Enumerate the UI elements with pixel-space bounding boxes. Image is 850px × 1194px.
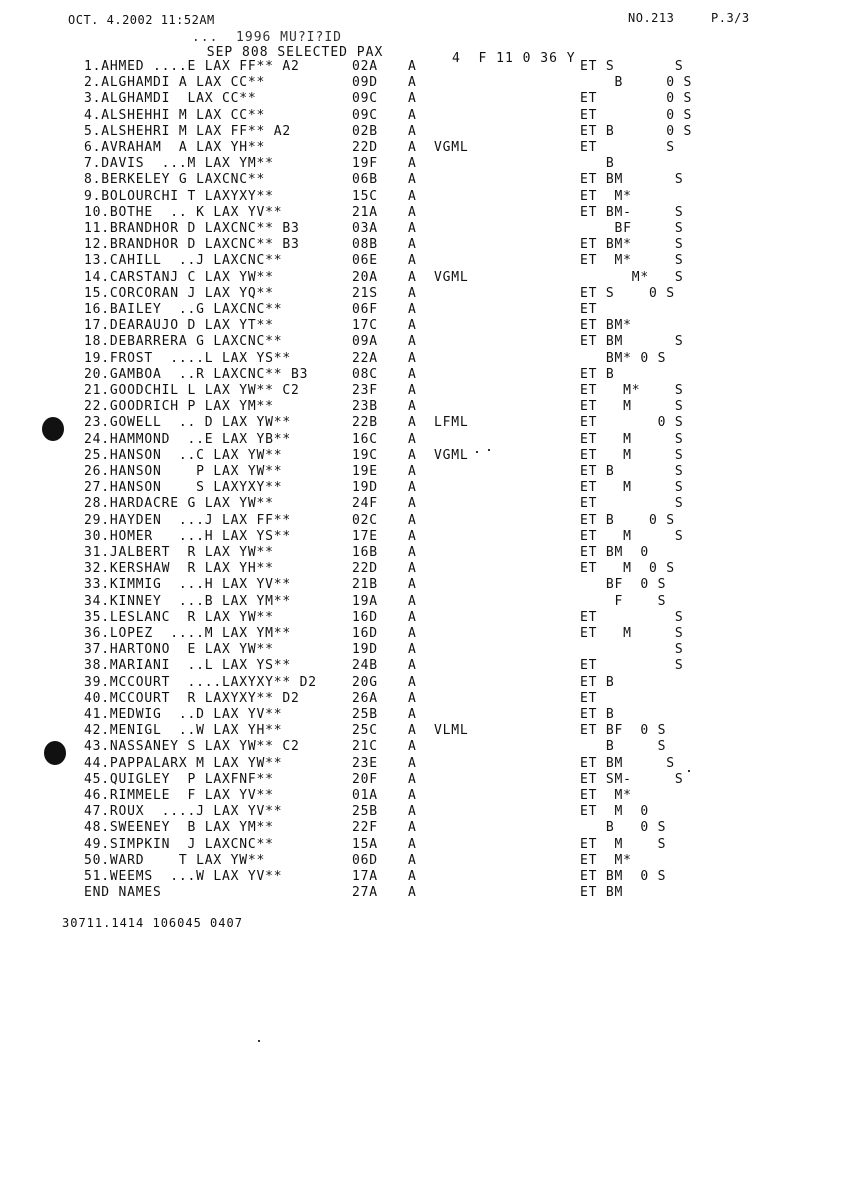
passenger-row (0, 545, 850, 561)
passenger-entry: 30.HOMER ...H LAX YS** (84, 528, 292, 544)
status-flag: A (408, 253, 417, 269)
passenger-entry: 15.CORCORAN J LAX YQ** (84, 285, 274, 301)
seat-number: 23B (352, 399, 378, 415)
service-codes: ET 0 S (580, 415, 684, 431)
fax-timestamp: OCT. 4.2002 11:52AM (68, 13, 215, 27)
seat-number: 25B (352, 707, 378, 722)
passenger-entry: 47.ROUX ....J LAX YV** (84, 804, 283, 820)
service-codes: B (580, 156, 615, 172)
status-flag: A (408, 674, 417, 690)
status-flag: A (408, 512, 417, 528)
seat-number: 22B (352, 415, 378, 431)
seat-number: 09C (352, 91, 378, 107)
passenger-row (0, 772, 850, 788)
passenger-row (0, 172, 850, 188)
status-flag: A (408, 723, 417, 739)
seat-number: 16D (352, 626, 378, 641)
passenger-entry: 7.DAVIS ...M LAX YM** (84, 156, 274, 172)
passenger-entry: 24.HAMMOND ..E LAX YB** (84, 431, 292, 447)
passenger-row (0, 513, 850, 529)
seat-number: 21A (352, 204, 378, 220)
passenger-entry: 49.SIMPKIN J LAXCNC** (84, 836, 274, 852)
status-flag: A (408, 302, 417, 317)
passenger-entry: 10.BOTHE .. K LAX YV** (84, 204, 283, 220)
seat-number: 16D (352, 609, 378, 625)
passenger-entry: 18.DEBARRERA G LAXCNC** (84, 334, 283, 350)
fax-page-number: P.3/3 (711, 11, 750, 25)
passenger-entry: 42.MENIGL ..W LAX YH** (84, 723, 283, 739)
service-codes: ET 0 S (580, 91, 693, 107)
status-flag: A (408, 383, 417, 398)
status-flag: A (408, 107, 417, 123)
passenger-row (0, 448, 850, 464)
service-codes: ET (580, 302, 598, 317)
seat-number: 22F (352, 820, 378, 836)
status-flag: A (408, 642, 417, 658)
seat-number: 08B (352, 237, 378, 253)
passenger-row (0, 464, 850, 480)
passenger-entry: 29.HAYDEN ...J LAX FF** (84, 512, 292, 528)
status-flag: A (408, 399, 417, 415)
status-flag: A (408, 820, 417, 836)
status-flag: A (408, 852, 417, 868)
passenger-entry: 17.DEARAUJO D LAX YT** (84, 318, 274, 334)
end-names-label: END NAMES (84, 885, 162, 901)
meal-code: VGML (434, 447, 469, 463)
seat-number: 19F (352, 156, 378, 172)
passenger-row (0, 594, 850, 610)
seat-number: 15C (352, 188, 378, 204)
seat-number: 15A (352, 836, 378, 852)
seat-number: 21C (352, 739, 378, 755)
passenger-row (0, 318, 850, 334)
service-codes: F S (580, 593, 667, 609)
passenger-row (0, 108, 850, 124)
service-codes: ET S S (580, 59, 684, 74)
service-codes: B 0 S (580, 820, 667, 836)
status-flag: A (408, 658, 417, 674)
passenger-row (0, 334, 850, 350)
seat-number: 03A (352, 221, 378, 236)
service-codes: ET M 0 S (580, 561, 675, 577)
status-flag: A (408, 885, 417, 901)
passenger-entry: 25.HANSON ..C LAX YW** (84, 447, 283, 463)
seat-number: 01A (352, 788, 378, 803)
status-flag: A (408, 609, 417, 625)
status-flag: A (408, 140, 417, 155)
seat-number: 25B (352, 804, 378, 820)
status-flag: A (408, 788, 417, 803)
passenger-row (0, 189, 850, 205)
seat-number: 09A (352, 334, 378, 350)
passenger-row (0, 270, 850, 286)
passenger-entry: 26.HANSON P LAX YW** (84, 464, 283, 479)
passenger-row (0, 820, 850, 836)
passenger-entry: 32.KERSHAW R LAX YH** (84, 561, 274, 577)
status-flag: A (408, 350, 417, 366)
passenger-row (0, 642, 850, 658)
passenger-row (0, 675, 850, 691)
seat-number: 08C (352, 366, 378, 382)
status-flag: A (408, 318, 417, 334)
service-codes: ET BM 0 S (580, 869, 667, 884)
status-flag: A (408, 593, 417, 609)
service-codes: ET B 0 S (580, 123, 693, 139)
passenger-row (0, 205, 850, 221)
status-flag: A (408, 123, 417, 139)
service-codes: ET S (580, 658, 684, 674)
status-flag: A (408, 690, 417, 706)
status-flag: A (408, 172, 417, 188)
service-codes: ET BM* S (580, 237, 684, 253)
status-flag: A (408, 334, 417, 350)
service-codes: ET M S (580, 480, 684, 496)
passenger-entry: 3.ALGHAMDI LAX CC** (84, 91, 257, 107)
passenger-entry: 41.MEDWIG ..D LAX YV** (84, 707, 283, 722)
service-codes: S (580, 642, 684, 658)
status-flag: A (408, 804, 417, 820)
status-flag: A (408, 415, 417, 431)
passenger-entry: 5.ALSHEHRI M LAX FF** A2 (84, 123, 292, 139)
meal-code: VLML (434, 723, 469, 739)
service-codes: ET M S (580, 626, 684, 641)
service-codes: ET S (580, 496, 684, 512)
passenger-row (0, 804, 850, 820)
service-codes: ET M* (580, 788, 632, 803)
status-flag: A (408, 739, 417, 755)
passenger-row (0, 626, 850, 642)
status-flag: A (408, 156, 417, 172)
passenger-entry: 46.RIMMELE F LAX YV** (84, 788, 274, 803)
service-codes: ET B 0 S (580, 512, 675, 528)
service-codes: ET M* (580, 188, 632, 204)
passenger-row (0, 691, 850, 707)
service-codes: ET S 0 S (580, 285, 675, 301)
status-flag: A (408, 836, 417, 852)
seat-number: 09D (352, 75, 378, 91)
service-codes: ET M S (580, 447, 684, 463)
seat-number: 25C (352, 723, 378, 739)
seat-number: 19D (352, 480, 378, 496)
status-flag: A (408, 91, 417, 107)
passenger-entry: 31.JALBERT R LAX YW** (84, 545, 274, 560)
passenger-row (0, 853, 850, 869)
seat-number: 22D (352, 140, 378, 155)
passenger-row (0, 723, 850, 739)
status-flag: A (408, 545, 417, 560)
passenger-entry: 22.GOODRICH P LAX YM** (84, 399, 274, 415)
service-codes: ET BM S (580, 172, 684, 188)
passenger-entry: 9.BOLOURCHI T LAXYXY** (84, 188, 274, 204)
passenger-entry: 14.CARSTANJ C LAX YW** (84, 269, 274, 285)
passenger-entry: 6.AVRAHAM A LAX YH** (84, 140, 266, 155)
passenger-row (0, 480, 850, 496)
status-flag: A (408, 204, 417, 220)
passenger-row (0, 577, 850, 593)
passenger-row (0, 237, 850, 253)
seat-number: 09C (352, 107, 378, 123)
passenger-row (0, 253, 850, 269)
passenger-row (0, 707, 850, 723)
seat-number: 23F (352, 383, 378, 398)
status-flag: A (408, 221, 417, 236)
passenger-row (0, 756, 850, 772)
seat-number: 19C (352, 447, 378, 463)
report-title-line: SEP 808 SELECTED PAX (92, 45, 384, 60)
status-flag: A (408, 707, 417, 722)
passenger-row (0, 367, 850, 383)
status-flag: A (408, 496, 417, 512)
passenger-row (0, 91, 850, 107)
status-flag: A (408, 561, 417, 577)
status-flag: A (408, 626, 417, 641)
status-flag: A (408, 237, 417, 253)
service-codes: BF S (580, 221, 684, 236)
service-codes: ET 0 S (580, 107, 693, 123)
service-codes: ET S (580, 140, 675, 155)
seat-number: 27A (352, 885, 378, 901)
passenger-row (0, 59, 850, 75)
seat-number: 06F (352, 302, 378, 317)
class-count-line: 4 F 11 0 36 Y (452, 51, 576, 66)
passenger-entry: 51.WEEMS ...W LAX YV** (84, 869, 283, 884)
status-flag: A (408, 75, 417, 91)
seat-number: 22D (352, 561, 378, 577)
meal-code: VGML (434, 140, 469, 155)
seat-number: 19D (352, 642, 378, 658)
service-codes: ET BF 0 S (580, 723, 667, 739)
passenger-row (0, 739, 850, 755)
passenger-entry: 19.FROST ....L LAX YS** (84, 350, 292, 366)
passenger-row (0, 140, 850, 156)
seat-number: 22A (352, 350, 378, 366)
passenger-row (0, 302, 850, 318)
status-flag: A (408, 188, 417, 204)
service-codes: ET M* (580, 852, 632, 868)
passenger-entry: 34.KINNEY ...B LAX YM** (84, 593, 292, 609)
status-flag: A (408, 431, 417, 447)
seat-number: 16B (352, 545, 378, 560)
passenger-entry: 13.CAHILL ..J LAXCNC** (84, 253, 283, 269)
passenger-row (0, 837, 850, 853)
status-flag: A (408, 528, 417, 544)
seat-number: 20A (352, 269, 378, 285)
seat-number: 16C (352, 431, 378, 447)
seat-number: 06E (352, 253, 378, 269)
passenger-entry: 43.NASSANEY S LAX YW** C2 (84, 739, 300, 755)
seat-number: 06B (352, 172, 378, 188)
seat-number: 02B (352, 123, 378, 139)
service-codes: ET BM* (580, 318, 632, 334)
seat-number: 21B (352, 577, 378, 593)
passenger-entry: 16.BAILEY ..G LAXCNC** (84, 302, 283, 317)
passenger-entry: 37.HARTONO E LAX YW** (84, 642, 274, 658)
passenger-row (0, 529, 850, 545)
service-codes: ET B S (580, 464, 684, 479)
passenger-entry: 35.LESLANC R LAX YW** (84, 609, 274, 625)
service-codes: M* S (580, 269, 684, 285)
service-codes: ET SM- S (580, 771, 684, 787)
service-codes: ET (580, 690, 598, 706)
passenger-row (0, 610, 850, 626)
service-codes: B S (580, 739, 667, 755)
status-flag: A (408, 755, 417, 771)
passenger-row (0, 432, 850, 448)
passenger-row (0, 221, 850, 237)
status-flag: A (408, 285, 417, 301)
passenger-row (0, 869, 850, 885)
service-codes: ET M* S (580, 253, 684, 269)
passenger-entry: 4.ALSHEHHI M LAX CC** (84, 107, 266, 123)
service-codes: ET B (580, 366, 615, 382)
passenger-entry: 8.BERKELEY G LAXCNC** (84, 172, 266, 188)
passenger-row (0, 351, 850, 367)
seat-number: 23E (352, 755, 378, 771)
status-flag: A (408, 269, 417, 285)
status-flag: A (408, 577, 417, 593)
service-codes: B 0 S (580, 75, 693, 91)
passenger-entry: 44.PAPPALARX M LAX YW** (84, 755, 283, 771)
passenger-entry: 28.HARDACRE G LAX YW** (84, 496, 274, 512)
service-codes: ET BM S (580, 755, 675, 771)
passenger-entry: 20.GAMBOA ..R LAXCNC** B3 (84, 366, 309, 382)
passenger-row (0, 788, 850, 804)
passenger-entry: 39.MCCOURT ....LAXYXY** D2 (84, 674, 317, 690)
seat-number: 02C (352, 512, 378, 528)
service-codes: ET M* S (580, 383, 684, 398)
service-codes: ET BM- S (580, 204, 684, 220)
passenger-entry: 2.ALGHAMDI A LAX CC** (84, 75, 266, 91)
scan-speck (258, 1040, 260, 1042)
passenger-entry: 1.AHMED ....E LAX FF** A2 (84, 59, 300, 74)
passenger-entry: 48.SWEENEY B LAX YM** (84, 820, 274, 836)
passenger-entry: 27.HANSON S LAXYXY** (84, 480, 283, 496)
service-codes: ET M S (580, 528, 684, 544)
seat-number: 02A (352, 59, 378, 74)
seat-number: 20F (352, 771, 378, 787)
service-codes: ET B (580, 674, 615, 690)
passenger-row (0, 561, 850, 577)
status-flag: A (408, 480, 417, 496)
status-flag: A (408, 59, 417, 74)
fax-number: NO.213 (628, 11, 675, 25)
passenger-entry: 40.MCCOURT R LAXYXY** D2 (84, 690, 300, 706)
passenger-row (0, 399, 850, 415)
passenger-row (0, 156, 850, 172)
service-codes: ET S (580, 609, 684, 625)
passenger-entry: 38.MARIANI ..L LAX YS** (84, 658, 292, 674)
service-codes: BF 0 S (580, 577, 667, 593)
passenger-entry: 12.BRANDHOR D LAXCNC** B3 (84, 237, 300, 253)
passenger-entry: 45.QUIGLEY P LAXFNF** (84, 771, 274, 787)
passenger-entry: 23.GOWELL .. D LAX YW** (84, 415, 292, 431)
passenger-row (0, 75, 850, 91)
passenger-row (0, 383, 850, 399)
seat-number: 21S (352, 285, 378, 301)
seat-number: 17C (352, 318, 378, 334)
passenger-entry: 50.WARD T LAX YW** (84, 852, 266, 868)
end-names-row (0, 885, 850, 901)
service-codes: ET M S (580, 431, 684, 447)
service-codes: ET M 0 (580, 804, 650, 820)
seat-number: 06D (352, 852, 378, 868)
passenger-row (0, 415, 850, 431)
seat-number: 19E (352, 464, 378, 479)
status-flag: A (408, 464, 417, 479)
passenger-entry: 11.BRANDHOR D LAXCNC** B3 (84, 221, 300, 236)
status-flag: A (408, 771, 417, 787)
passenger-entry: 33.KIMMIG ...H LAX YV** (84, 577, 292, 593)
meal-code: VGML (434, 269, 469, 285)
passenger-row (0, 496, 850, 512)
passenger-row (0, 124, 850, 140)
service-codes: ET BM 0 (580, 545, 650, 560)
meal-code: LFML (434, 415, 469, 431)
service-codes: ET B (580, 707, 615, 722)
service-codes: ET BM S (580, 334, 684, 350)
status-flag: A (408, 869, 417, 884)
seat-number: 24B (352, 658, 378, 674)
report-header-line: ... 1996 MU?I?ID (86, 30, 342, 45)
service-codes: ET M S (580, 399, 684, 415)
service-codes: ET M S (580, 836, 667, 852)
seat-number: 17E (352, 528, 378, 544)
passenger-row (0, 286, 850, 302)
service-codes: BM* 0 S (580, 350, 667, 366)
status-flag: A (408, 366, 417, 382)
seat-number: 26A (352, 690, 378, 706)
fax-id-line: 30711.1414 106045 0407 (62, 916, 243, 930)
passenger-entry: 36.LOPEZ ....M LAX YM** (84, 626, 292, 641)
seat-number: 24F (352, 496, 378, 512)
passenger-row (0, 658, 850, 674)
status-flag: A (408, 447, 417, 463)
passenger-entry: 21.GOODCHIL L LAX YW** C2 (84, 383, 300, 398)
seat-number: 17A (352, 869, 378, 884)
service-codes: ET BM (580, 885, 624, 901)
seat-number: 20G (352, 674, 378, 690)
seat-number: 19A (352, 593, 378, 609)
